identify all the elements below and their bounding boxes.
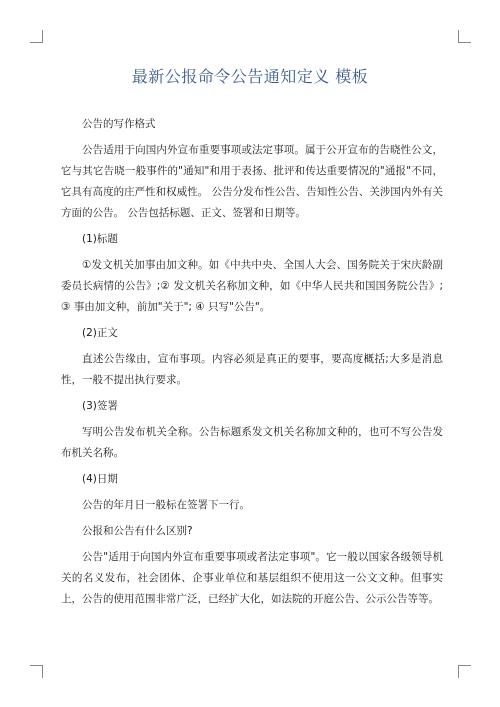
paragraph-signature-rules: 写明公告发布机关全称。公告标题系发文机关名称加文种的，也可不写公告发布机关名称。: [61, 426, 443, 459]
crop-mark-top-right: [458, 30, 471, 43]
document-title: 最新公报命令公告通知定义 模板: [131, 67, 369, 86]
paragraph-date-rules: 公告的年月日一般标在签署下一行。: [82, 499, 250, 511]
crop-mark-bottom-right: [458, 665, 471, 678]
paragraph-heading-title: (1)标题: [82, 233, 118, 245]
paragraph-body-rules: 直述公告缘由，宣布事项。内容必须是真正的要事，要高度概括;大多是消息性，一般不提出执行要求。: [61, 353, 443, 386]
paragraph-title-rules: ①发文机关加事由加文种。如《中共中央、全国人大会、国务院关于宋庆龄副委员长病情的公告》;② 发文机关名称加文种，如《中华人民共和国国务院公告》;③ 事由加文种，前加"关于"; ④ 只写"公告"。: [61, 259, 443, 313]
paragraph-heading-signature: (3)签署: [82, 400, 118, 412]
paragraph-heading-date: (4)日期: [82, 473, 118, 485]
document-body: [61, 114, 443, 615]
paragraph-answer: 公告"适用于向国内外宣布重要事项或者法定事项"。它一般以国家各级领导机关的名义发布，社会团体、企事业单位和基层组织不使用这一公文文种。但事实上，公告的使用范围非常广泛，已经扩大化，如法院的开庭公告、公示公告等等。: [61, 551, 443, 605]
paragraph-question: 公报和公告有什么区别?: [82, 525, 193, 537]
paragraph-intro: 公告适用于向国内外宣布重要事项或法定事项。属于公开宣布的告晓性公文，它与其它告晓一般事件的"通知"和用于表扬、批评和传达重要情况的"通报"不同，它具有高度的庄严性和权威性。 公告分发布性公告、告知性公告、关涉国内外有关方面的公告。 公告包括标题、正文、签署和日期等。: [61, 144, 443, 219]
crop-mark-top-left: [30, 30, 43, 43]
paragraph-heading-body: (2)正文: [82, 327, 118, 339]
crop-mark-bottom-left: [30, 665, 43, 678]
paragraph-section-heading: 公告的写作格式: [82, 118, 156, 130]
